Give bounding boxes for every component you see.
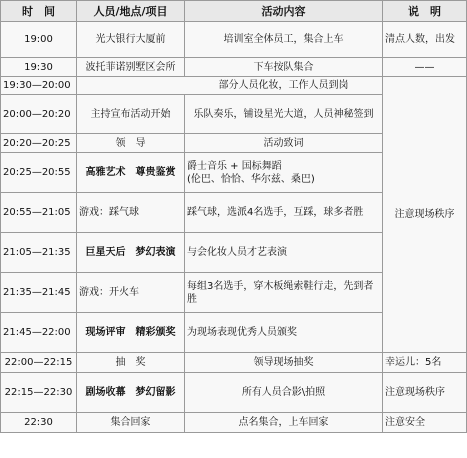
time-cell: 19:30—20:00 <box>1 77 77 95</box>
time-cell: 22:30 <box>1 413 77 433</box>
notes-cell: —— <box>383 58 467 77</box>
time-cell: 21:05—21:35 <box>1 233 77 273</box>
header-content: 活动内容 <box>185 1 383 22</box>
content-cell: 踩气球，选派4名选手，互踩，球多者胜 <box>185 193 383 233</box>
time-cell: 20:00—20:20 <box>1 95 77 134</box>
table-row <box>1 373 467 413</box>
who-cell: 游戏：踩气球 <box>77 193 185 233</box>
notes-cell: 幸运儿：5名 <box>383 353 467 373</box>
content-cell: 部分人员化妆，工作人员到岗 <box>77 77 383 95</box>
header-row <box>1 1 467 22</box>
header-notes: 说 明 <box>383 1 467 22</box>
content-cell: 所有人员合影\拍照 <box>185 373 383 413</box>
content-cell: 培训室全体员工，集合上车 <box>185 22 383 58</box>
time-cell: 20:20—20:25 <box>1 134 77 153</box>
who-cell: 高雅艺术 尊贵鉴赏 <box>77 153 185 193</box>
header-who: 人员/地点/项目 <box>77 1 185 22</box>
content-cell: 领导现场抽奖 <box>185 353 383 373</box>
notes-cell: 注意安全 <box>383 413 467 433</box>
who-cell: 抽 奖 <box>77 353 185 373</box>
who-cell: 集合回家 <box>77 413 185 433</box>
who-cell: 主持宣布活动开始 <box>77 95 185 134</box>
content-cell: 下车按队集合 <box>185 58 383 77</box>
table-row <box>1 413 467 433</box>
time-cell: 20:25—20:55 <box>1 153 77 193</box>
content-cell: 为现场表现优秀人员颁奖 <box>185 313 383 353</box>
table-row <box>1 353 467 373</box>
content-cell: 爵士音乐 + 国标舞蹈 (伦巴、恰恰、华尔兹、桑巴) <box>185 153 383 193</box>
content-cell: 每组3名选手，穿木板绳索鞋行走，先到者胜 <box>185 273 383 313</box>
who-cell: 领 导 <box>77 134 185 153</box>
who-cell: 现场评审 精彩颁奖 <box>77 313 185 353</box>
merged-notes-cell: 注意现场秩序 <box>383 77 467 353</box>
header-time: 时 间 <box>1 1 77 22</box>
who-cell: 游戏：开火车 <box>77 273 185 313</box>
time-cell: 20:55—21:05 <box>1 193 77 233</box>
table-row <box>1 22 467 58</box>
time-cell: 19:00 <box>1 22 77 58</box>
table-row <box>1 58 467 77</box>
time-cell: 21:45—22:00 <box>1 313 77 353</box>
notes-cell: 注意现场秩序 <box>383 373 467 413</box>
notes-cell: 清点人数，出发 <box>383 22 467 58</box>
time-cell: 21:35—21:45 <box>1 273 77 313</box>
content-cell: 与会化妆人员才艺表演 <box>185 233 383 273</box>
who-cell: 巨星天后 梦幻表演 <box>77 233 185 273</box>
time-cell: 22:15—22:30 <box>1 373 77 413</box>
who-cell: 波托菲诺别墅区会所 <box>77 58 185 77</box>
who-cell: 剧场收幕 梦幻留影 <box>77 373 185 413</box>
time-cell: 22:00—22:15 <box>1 353 77 373</box>
content-cell: 乐队奏乐，铺设星光大道，人员神秘签到 <box>185 95 383 134</box>
time-cell: 19:30 <box>1 58 77 77</box>
who-cell: 光大银行大厦前 <box>77 22 185 58</box>
table-row <box>1 77 467 95</box>
content-cell: 点名集合，上车回家 <box>185 413 383 433</box>
content-cell: 活动致词 <box>185 134 383 153</box>
